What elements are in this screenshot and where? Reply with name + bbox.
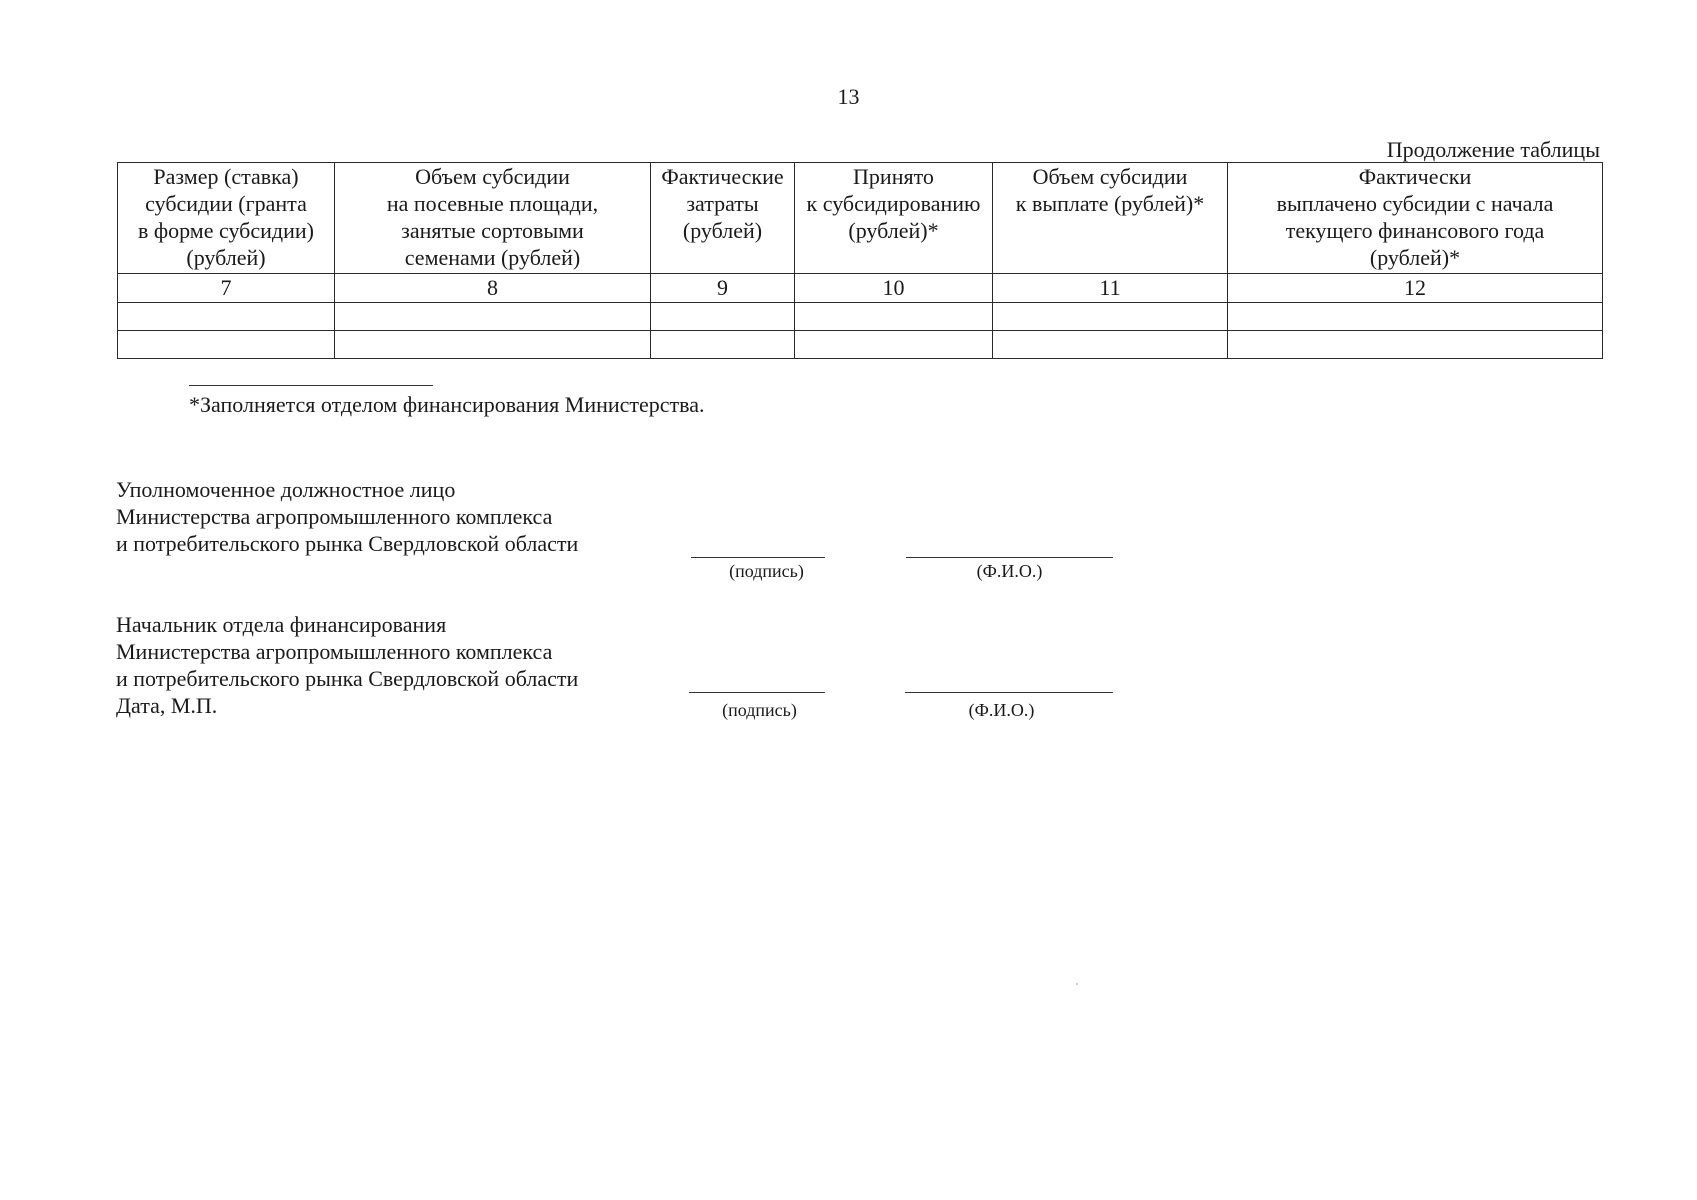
page-number: 13 — [837, 84, 860, 109]
signature-line — [689, 692, 825, 693]
header-line: выплачено субсидии с начала — [1276, 191, 1554, 216]
header-line: текущего финансового года — [1285, 218, 1545, 243]
signatory-block-authorized-official — [116, 476, 578, 557]
table-cell — [993, 331, 1228, 359]
column-number: 9 — [651, 274, 795, 303]
column-number: 12 — [1228, 274, 1603, 303]
table-row — [118, 303, 1603, 331]
header-line: (рублей)* — [1369, 245, 1461, 270]
name-line — [906, 557, 1113, 558]
header-line: Фактически — [1358, 164, 1472, 189]
column-number: 8 — [335, 274, 651, 303]
table-cell — [1228, 331, 1603, 359]
table-cell — [993, 303, 1228, 331]
header-cell-accepted — [795, 163, 993, 274]
signatory-block-finance-head — [116, 611, 578, 719]
column-number: 7 — [118, 274, 335, 303]
header-line: (рублей) — [186, 245, 266, 270]
header-line: в форме субсидии) — [138, 218, 314, 243]
table-cell — [1228, 303, 1603, 331]
table-header-row — [118, 163, 1603, 274]
header-cell-actually-paid — [1228, 163, 1603, 274]
header-cell-subsidy-volume-area — [335, 163, 651, 274]
header-cell-payout-volume — [993, 163, 1228, 274]
footnote: *Заполняется отделом финансирования Министерства. — [189, 392, 705, 417]
signature-caption: (подпись) — [729, 561, 804, 581]
name-caption: (Ф.И.О.) — [968, 700, 1035, 720]
signatory-title-line: Дата, М.П. — [116, 693, 218, 718]
table-cell — [795, 303, 993, 331]
header-line: Объем субсидии — [1032, 164, 1188, 189]
footnote-rule — [189, 385, 433, 386]
header-line: занятые сортовыми — [401, 218, 584, 243]
header-line: к выплате (рублей)* — [1015, 191, 1205, 216]
header-cell-subsidy-rate — [118, 163, 335, 274]
header-line: (рублей)* — [848, 218, 939, 243]
header-line: Размер (ставка) — [153, 164, 299, 189]
header-line: к субсидированию — [806, 191, 981, 216]
header-line: Объем субсидии — [415, 164, 570, 189]
signatory-title-line: и потребительского рынка Свердловской области — [116, 531, 579, 556]
scan-speck — [1076, 983, 1078, 985]
signatory-title-line: Уполномоченное должностное лицо — [116, 477, 456, 502]
table-row — [118, 331, 1603, 359]
name-caption: (Ф.И.О.) — [976, 561, 1043, 581]
header-line: Принято — [853, 164, 934, 189]
continuation-label: Продолжение таблицы — [1386, 137, 1600, 162]
table-cell — [118, 331, 335, 359]
header-cell-actual-costs — [651, 163, 795, 274]
header-line: затраты — [686, 191, 759, 216]
signature-caption: (подпись) — [722, 700, 797, 720]
table-cell — [651, 331, 795, 359]
header-line: субсидии (гранта — [145, 191, 307, 216]
subsidy-table — [117, 162, 1603, 359]
signatory-title-line: Начальник отдела финансирования — [116, 612, 447, 637]
table-cell — [651, 303, 795, 331]
column-number: 11 — [993, 274, 1228, 303]
name-line — [905, 692, 1113, 693]
signatory-title-line: Министерства агропромышленного комплекса — [116, 639, 553, 664]
signatory-title-line: и потребительского рынка Свердловской области — [116, 666, 579, 691]
table-cell — [795, 331, 993, 359]
header-line: на посевные площади, — [386, 191, 599, 216]
signature-line — [691, 557, 825, 558]
column-number: 10 — [795, 274, 993, 303]
signatory-title-line: Министерства агропромышленного комплекса — [116, 504, 553, 529]
table-cell — [335, 331, 651, 359]
header-line: семенами (рублей) — [404, 245, 581, 270]
header-line: (рублей) — [682, 218, 763, 243]
column-number-row — [118, 274, 1603, 303]
table-cell — [118, 303, 335, 331]
header-line: Фактические — [661, 164, 784, 189]
table-cell — [335, 303, 651, 331]
